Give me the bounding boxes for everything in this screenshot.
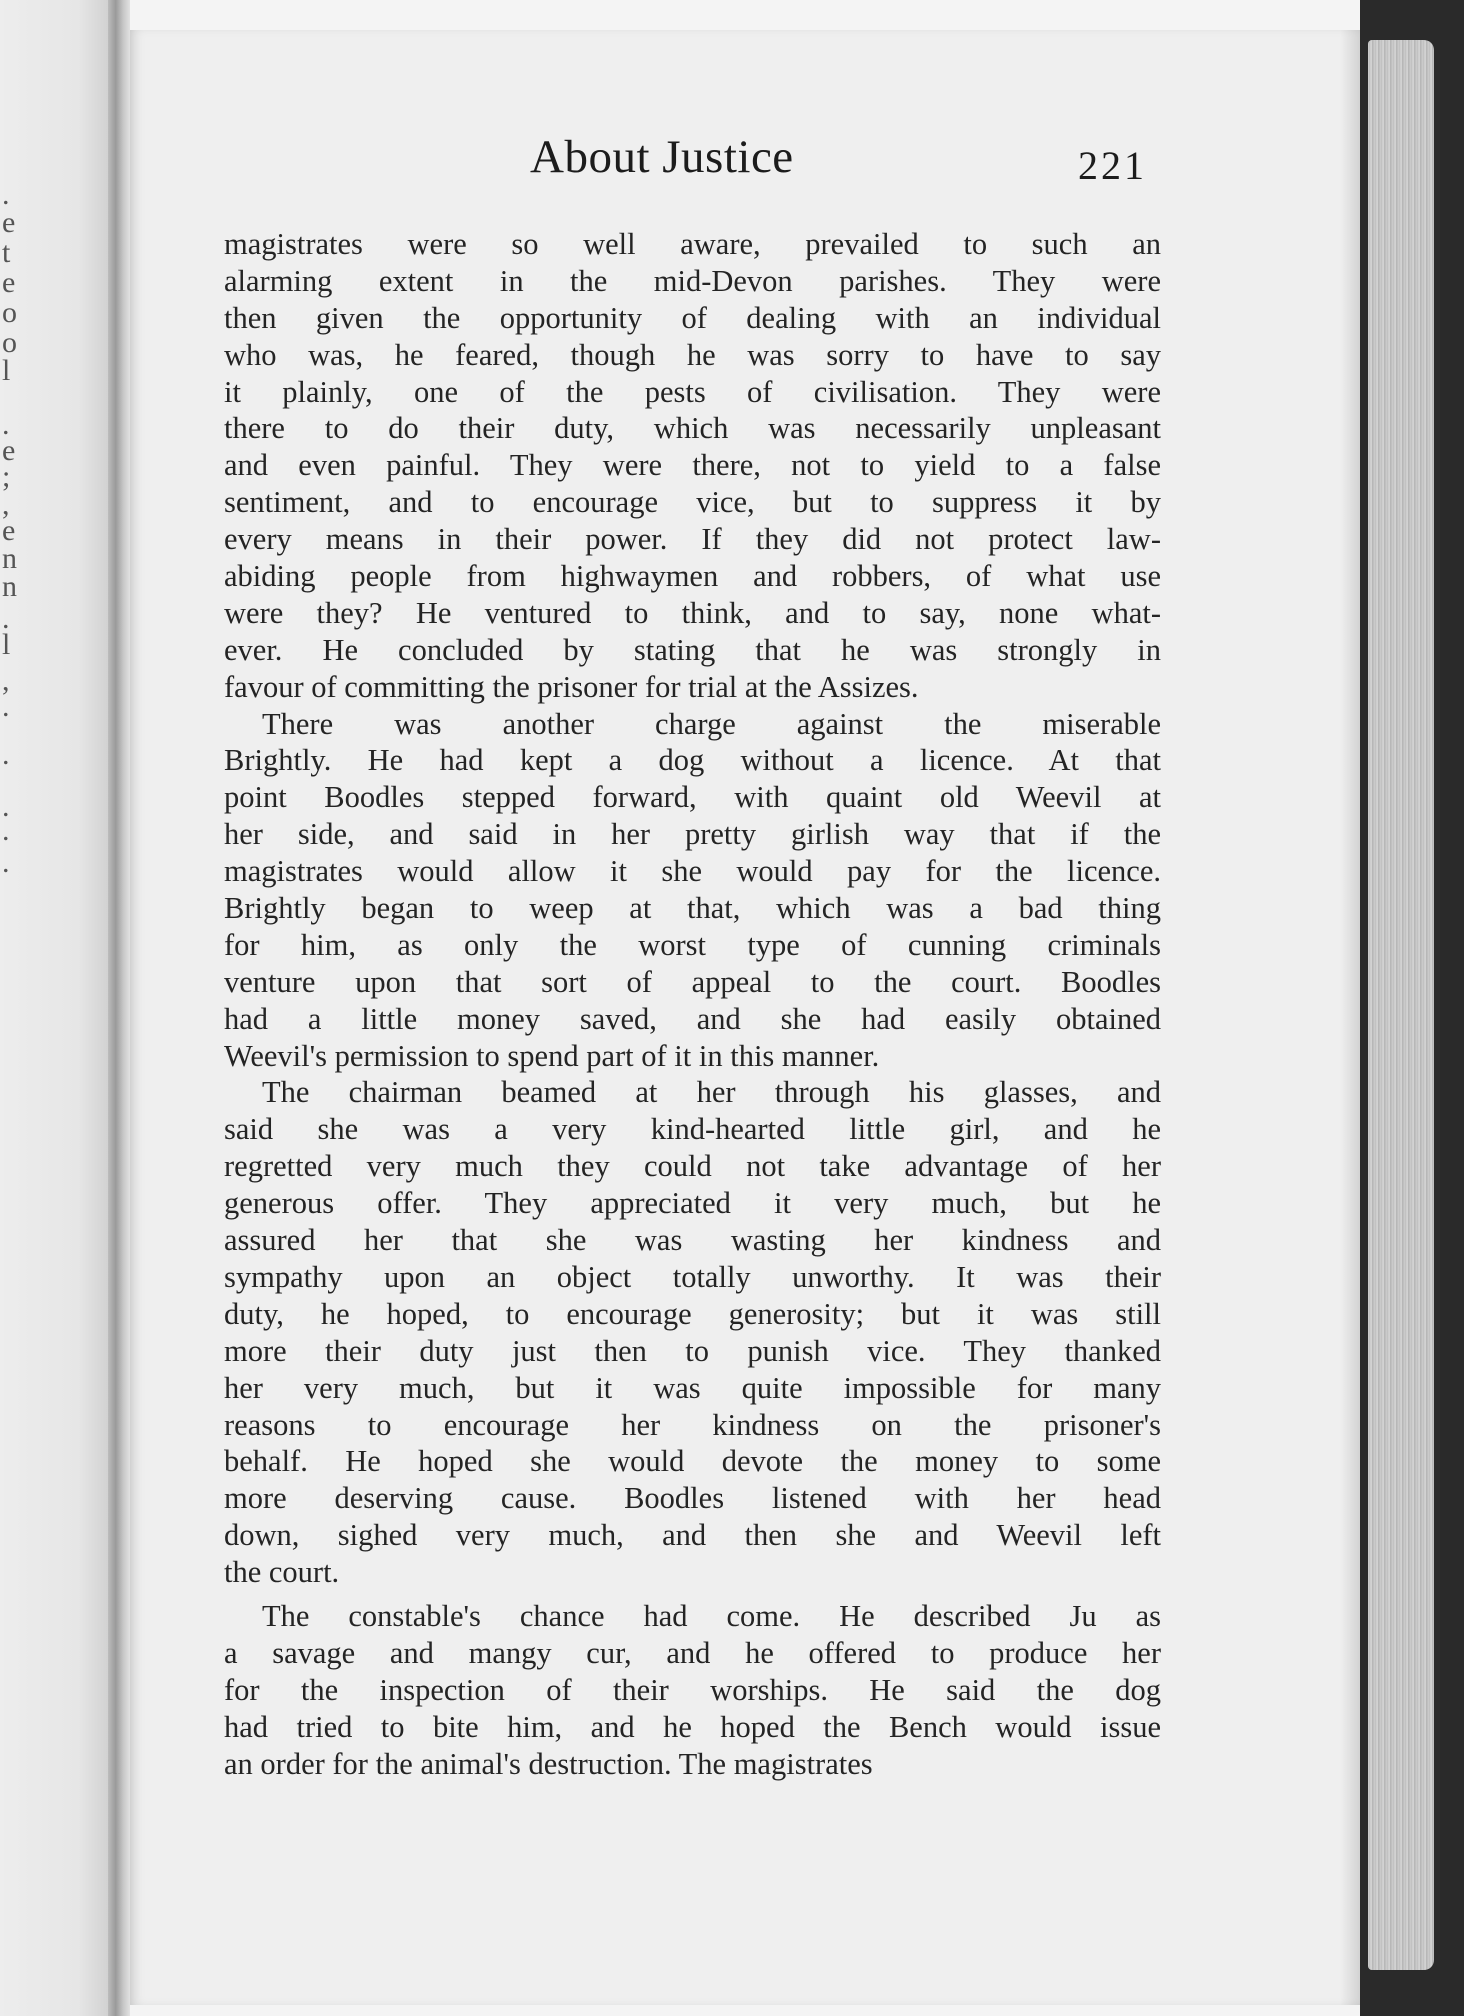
text-line: The chairman beamed at her through his glasses, and [262,1075,1161,1110]
facing-page-fragment: n [2,542,17,575]
facing-page-fragment: . [2,790,10,823]
text-line: it plainly, one of the pests of civilisation. They were [224,374,1161,409]
text-line: then given the opportunity of dealing with an individual [224,300,1161,335]
facing-page-fragment: e [2,206,16,239]
text-line: magistrates were so well aware, prevailed to such an [224,227,1161,261]
text-line: generous offer. They appreciated it very much, but he [224,1186,1161,1221]
facing-page-fragment: n [2,570,17,603]
text-line: Brightly began to weep at that, which was a bad thing [224,891,1161,926]
text-line: said she was a very kind-hearted little girl, and he [224,1112,1161,1147]
facing-page-fragment: l [2,628,11,661]
facing-page-fragment: e [2,514,16,547]
facing-page-fragment: e [2,434,16,467]
text-line: were they? He ventured to think, and to say, none what- [224,595,1161,630]
text-line: down, sighed very much, and then she and Weevil left [224,1518,1161,1553]
facing-page-fragment: l [2,354,11,387]
paragraph [224,706,1161,1075]
text-line: The constable's chance had come. He described Ju as [262,1598,1161,1633]
text-line: regretted very much they could not take advantage of her [224,1149,1161,1184]
facing-page-fragment: . [2,814,10,847]
paragraph [224,1598,1161,1782]
text-line: assured her that she was wasting her kindness and [224,1223,1161,1258]
text-line: her side, and said in her pretty girlish way that if the [224,817,1161,852]
text-line: venture upon that sort of appeal to the court. Boodles [224,964,1161,999]
book-gutter [108,0,130,2016]
text-line: alarming extent in the mid-Devon parishes. They were [224,263,1161,298]
facing-page-fragment: e [2,266,16,299]
text-line: Brightly. He had kept a dog without a licence. At that [224,743,1161,778]
text-line: Weevil's permission to spend part of it in this manner. [224,1038,880,1073]
paragraph-gap [224,1591,1161,1598]
text-line: more deserving cause. Boodles listened with her head [224,1481,1161,1516]
text-line: there to do their duty, which was necessarily unpleasant [224,411,1161,446]
facing-page-fragment: . [2,408,10,441]
text-line: her very much, but it was quite impossible for many [224,1370,1161,1405]
facing-page-fragment: t [2,236,11,269]
text-line: magistrates would allow it she would pay for the licence. [224,854,1161,889]
paragraph [224,1074,1161,1590]
text-line: a savage and mangy cur, and he offered to produce her [224,1635,1161,1670]
text-line: sentiment, and to encourage vice, but to suppress it by [224,485,1161,520]
text-line: an order for the animal's destruction. The magistrates [224,1746,873,1781]
stacked-pages-edge [1368,40,1434,1970]
facing-page-fragment: o [2,326,17,359]
text-line: every means in their power. If they did not protect law- [224,522,1161,557]
facing-page-fragment: . [2,738,10,771]
text-line: reasons to encourage her kindness on the prisoner's [224,1407,1161,1442]
text-line: behalf. He hoped she would devote the money to some [224,1444,1161,1479]
page-number: 221 [1078,143,1147,188]
facing-page-fragment: . [2,846,10,879]
text-line: more their duty just then to punish vice. They thanked [224,1333,1161,1368]
text-line: who was, he feared, though he was sorry to have to say [224,337,1161,372]
facing-page-fragment: , [2,664,10,697]
facing-page-fragment: . [2,690,10,723]
running-title: About Justice [530,131,794,183]
text-line: abiding people from highwaymen and robbers, of what use [224,559,1161,594]
text-line: favour of committing the prisoner for trial at the Assizes. [224,669,919,704]
facing-page-fragment: , [2,488,10,521]
text-line: and even painful. They were there, not to yield to a false [224,448,1161,483]
facing-page-fragment: . [2,602,10,635]
paragraph [224,226,1161,706]
text-line: for him, as only the worst type of cunning criminals [224,927,1161,962]
text-line: had tried to bite him, and he hoped the Bench would issue [224,1709,1161,1744]
facing-page-text-fragments [0,0,20,2016]
facing-page-fragment: ; [2,460,11,493]
text-line: sympathy upon an object totally unworthy. It was their [224,1259,1161,1294]
body-text [224,226,1161,1782]
text-line: had a little money saved, and she had easily obtained [224,1001,1161,1036]
facing-page-fragment: o [2,296,17,329]
text-line: point Boodles stepped forward, with quaint old Weevil at [224,780,1161,815]
text-line: There was another charge against the miserable [262,706,1161,741]
text-line: duty, he hoped, to encourage generosity; but it was still [224,1296,1161,1331]
text-line: for the inspection of their worships. He said the dog [224,1672,1161,1707]
facing-page-fragment: . [2,178,10,211]
text-line: the court. [224,1555,340,1590]
text-line: ever. He concluded by stating that he was strongly in [224,632,1161,667]
